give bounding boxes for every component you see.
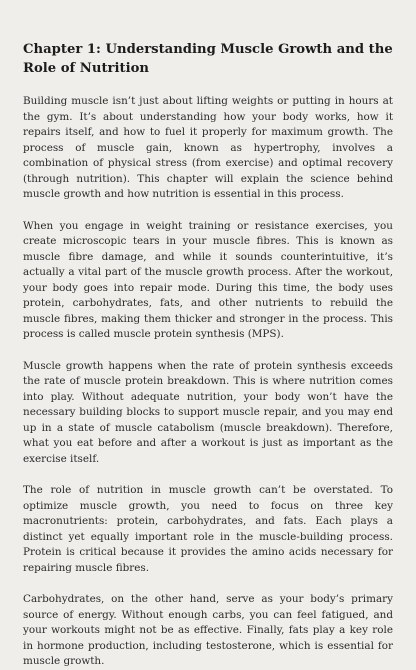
paragraph-5: Carbohydrates, on the other hand, serve as your body’s primary source of energy. Without enough carbs, you can feel fatigued, and your workouts might not be as effective. Finally, fats play a key role in hormone production, including testosterone, which is essential for muscle growth. — [23, 593, 393, 667]
paragraph-2: When you engage in weight training or resistance exercises, you create microscopic tears in your muscle fibres. This is known as muscle fibre damage, and while it sounds counterintuitive, it’s actually a vital part of the muscle growth process. After the workout, your body goes into repair mode. During this time, the body uses protein, carbohydrates, fats, and other nutrients to rebuild the muscle fibres, making them thicker and stronger in the process. This process is called muscle protein synthesis (MPS). — [23, 219, 393, 340]
paragraph-4: The role of nutrition in muscle growth can’t be overstated. To optimize muscle growth, you need to focus on three key macronutrients: protein, carbohydrates, and fats. Each plays a distinct yet equally important role in the muscle-building process. Protein is critical because it provides the amino acids necessary for repairing muscle fibres. — [23, 484, 393, 574]
paragraph-3: Muscle growth happens when the rate of protein synthesis exceeds the rate of muscle protein breakdown. This is where nutrition comes into play. Without adequate nutrition, your body won’t have the necessary building blocks to support muscle repair, and you may end up in a state of muscle catabolism (muscle breakdown). Therefore, what you eat before and after a workout is just as important as the exercise itself. — [23, 359, 393, 465]
paragraph-1: Building muscle isn’t just about lifting weights or putting in hours at the gym. It’s about understanding how your body works, how it repairs itself, and how to fuel it properly for maximum growth. The process of muscle gain, known as hypertrophy, involves a combination of physical stress (from exercise) and optimal recovery (through nutrition). This chapter will explain the science behind muscle growth and how nutrition is essential in this process. — [23, 95, 393, 200]
chapter-title: Chapter 1: Understanding Muscle Growth and the Role of Nutrition — [23, 42, 393, 76]
